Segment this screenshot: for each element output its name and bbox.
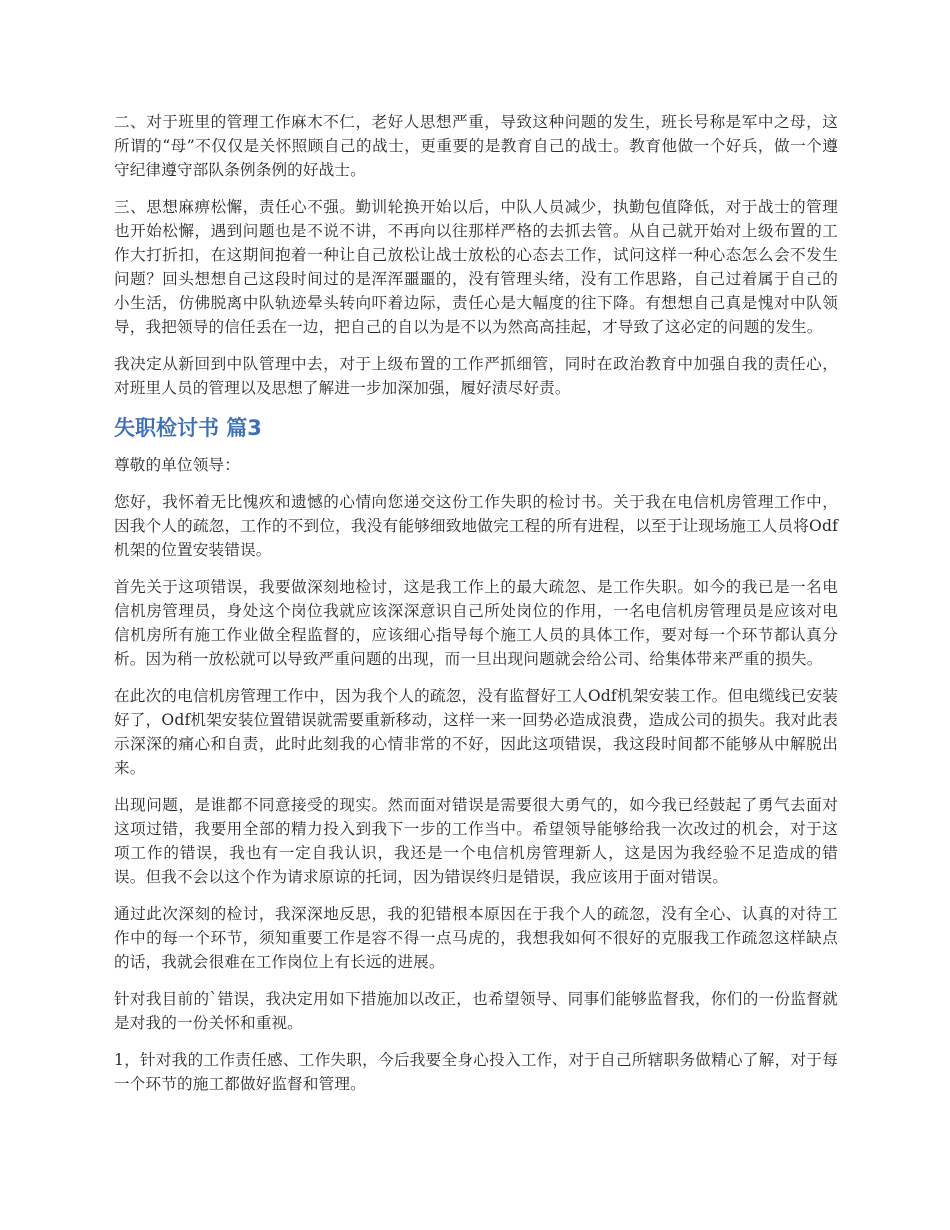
paragraph: 通过此次深刻的检讨，我深深地反思，我的犯错根本原因在于我个人的疏忽，没有全心、认真的对待工作中的每一个环节，须知重要工作是容不得一点马虎的，我想我如何不很好的克服我工作疏忽这样缺点的话，我就会很难在工作岗位上有长远的进展。 bbox=[114, 905, 838, 971]
paragraph: 针对我目前的`错误，我决定用如下措施加以改正，也希望领导、同事们能够监督我，你们的一份监督就是对我的一份关怀和重视。 bbox=[114, 990, 838, 1032]
document-page bbox=[114, 110, 838, 1109]
paragraph: 二、对于班里的管理工作麻木不仁，老好人思想严重，导致这种问题的发生，班长号称是军中之母，这所谓的“母”不仅仅是关怀照顾自己的战士，更重要的是教育自己的战士。教育他做一个好兵，做一个遵守纪律遵守部队条例条例的好战士。 bbox=[114, 113, 838, 179]
paragraph: 首先关于这项错误，我要做深刻地检讨，这是我工作上的最大疏忽、是工作失职。如今的我已是一名电信机房管理员，身处这个岗位我就应该深深意识自己所处岗位的作用，一名电信机房管理员是应该对电信机房所有施工作业做全程监督的，应该细心指导每个施工人员的具体工作，要对每一个环节都认真分析。因为稍一放松就可以导致严重问题的出现，而一旦出现问题就会给公司、给集体带来严重的损失。 bbox=[114, 578, 838, 668]
paragraph: 您好，我怀着无比愧疚和遗憾的心情向您递交这份工作失职的检讨书。关于我在电信机房管理工作中，因我个人的疏忽，工作的不到位，我没有能够细致地做完工程的所有进程，以至于让现场施工人员将Odf机架的位置安装错误。 bbox=[114, 493, 838, 559]
paragraph: 在此次的电信机房管理工作中，因为我个人的疏忽，没有监督好工人Odf机架安装工作。但电缆线已安装好了，Odf机架安装位置错误就需要重新移动，这样一来一回势必造成浪费，造成公司的损失。我对此表示深深的痛心和自责，此时此刻我的心情非常的不好，因此这项错误，我这段时间都不能够从中解脱出来。 bbox=[114, 687, 838, 777]
salutation: 尊敬的单位领导： bbox=[114, 456, 240, 474]
paragraph: 三、思想麻痹松懈，责任心不强。勤训轮换开始以后，中队人员减少，执勤包值降低，对于战士的管理也开始松懈，遇到问题也是不说不讲，不再向以往那样严格的去抓去管。从自己就开始对上级布置的工作大打折扣，在这期间抱着一种让自己放松让战士放松的心态去工作，试问这样一种心态怎么会不发生问题？回头想想自己这段时间过的是浑浑噩噩的，没有管理头绪，没有工作思路，自己过着属于自己的小生活，仿佛脱离中队轨迹晕头转向吓着边际，责任心是大幅度的往下降。有想想自己真是愧对中队领导，我把领导的信任丢在一边，把自己的自以为是不以为然高高挂起，才导致了这必定的问题的发生。 bbox=[114, 198, 838, 336]
paragraph: 1，针对我的工作责任感、工作失职，今后我要全身心投入工作，对于自己所辖职务做精心了解，对于每一个环节的施工都做好监督和管理。 bbox=[114, 1051, 838, 1093]
paragraph: 出现问题，是谁都不同意接受的现实。然而面对错误是需要很大勇气的，如今我已经鼓起了勇气去面对这项过错，我要用全部的精力投入到我下一步的工作当中。希望领导能够给我一次改过的机会，对于这项工作的错误，我也有一定自我认识，我还是一个电信机房管理新人，这是因为我经验不足造成的错误。但我不会以这个作为请求原谅的托词，因为错误终归是错误，我应该用于面对错误。 bbox=[114, 796, 838, 886]
paragraph: 我决定从新回到中队管理中去，对于上级布置的工作严抓细管，同时在政治教育中加强自我的责任心，对班里人员的管理以及思想了解进一步加深加强，履好渍尽好责。 bbox=[114, 355, 838, 397]
section-heading: 失职检讨书 篇3 bbox=[114, 416, 262, 440]
